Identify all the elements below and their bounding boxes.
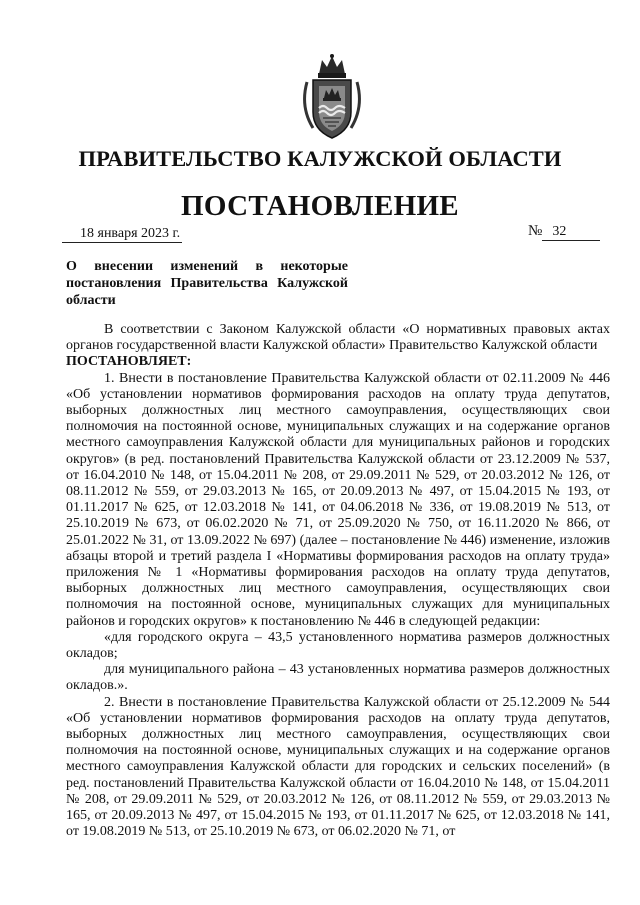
item-2-paragraph: 2. Внести в постановление Правительства Калужской области от 25.12.2009 № 544 «Об установлении нормативов формирования расходов на оплату труда депутатов, выборных должностных лиц местного самоуправления, осуществляющих свои полномочия на постоянной основе, муниципальных служащих и на содержание органов местного самоуправления Калужской области для городских и сельских поселений» (в ред. постановлений Правительства Калужской области от 16.04.2010 № 148, от 15.04.2011 № 208, от 29.09.2011 № 529, от 20.03.2012 № 126, от 08.11.2012 № 559, от 29.03.2013 № 165, от 20.09.2013 № 497, от 15.04.2015 № 193, от 01.11.2017 № 625, от 12.03.2018 № 141, от 19.08.2019 № 513, от 25.10.2019 № 673, от 06.02.2020 № 71, от — [66, 694, 610, 840]
quote-1-paragraph: «для городского округа – 43,5 установленного норматива размеров должностных окладов; — [66, 629, 610, 662]
document-body — [66, 322, 610, 841]
quote-2-paragraph: для муниципального района – 43 установленных норматива размеров должностных окладов.». — [66, 662, 610, 694]
number-label: № — [528, 223, 543, 239]
preamble-paragraph: В соответствии с Законом Калужской области «О нормативных правовых актах органов государственной власти Калужской области» Правительство Калужской области — [66, 322, 610, 354]
decree-heading: ПОСТАНОВЛЯЕТ: — [66, 354, 192, 370]
document-number: 32 — [542, 224, 600, 241]
document-type: ПОСТАНОВЛЕНИЕ — [181, 190, 459, 222]
item-1-paragraph: 1. Внести в постановление Правительства Калужской области от 02.11.2009 № 446 «Об установлении нормативов формирования расходов на оплату труда депутатов, выборных должностных лиц местного самоуправления, осуществляющих свои полномочия на постоянной основе, муниципальных служащих и на содержание органов местного самоуправления Калужской области для муниципальных районов и городских округов» (в ред. постановлений Правительства Калужской области от 23.12.2009 № 537, от 16.04.2010 № 148, от 15.04.2011 № 208, от 29.09.2011 № 529, от 20.03.2012 № 126, от 08.11.2012 № 559, от 29.03.2013 № 165, от 20.09.2013 № 497, от 15.04.2015 № 193, от 01.11.2017 № 625, от 12.03.2018 № 141, от 04.06.2018 № 336, от 19.08.2019 № 513, от 25.10.2019 № 673, от 06.02.2020 № 71, от 25.09.2020 № 750, от 16.11.2020 № 866, от 25.01.2022 № 31, от 13.09.2022 № 697) (далее – постановление № 446) изменение, изложив абзацы второй и третий раздела I «Нормативы формирования расходов на оплату труда» приложения № 1 «Нормативы формирования расходов на оплату труда депутатов, выборных должностных лиц местного самоуправления, осуществляющих свои полномочия на постоянной основе, муниципальных служащих для муниципальных районов и городских округов» к постановлению № 446 в следующей редакции: — [66, 370, 610, 629]
document-subject: О внесении изменений в некоторые постановления Правительства Калужской области — [66, 259, 348, 308]
document-date-line — [62, 226, 182, 243]
kaluga-coat-of-arms-icon — [297, 52, 367, 142]
organization-title: ПРАВИТЕЛЬСТВО КАЛУЖСКОЙ ОБЛАСТИ — [78, 146, 562, 171]
document-number-line — [528, 223, 600, 241]
document-date: 18 января 2023 г. — [62, 226, 182, 243]
